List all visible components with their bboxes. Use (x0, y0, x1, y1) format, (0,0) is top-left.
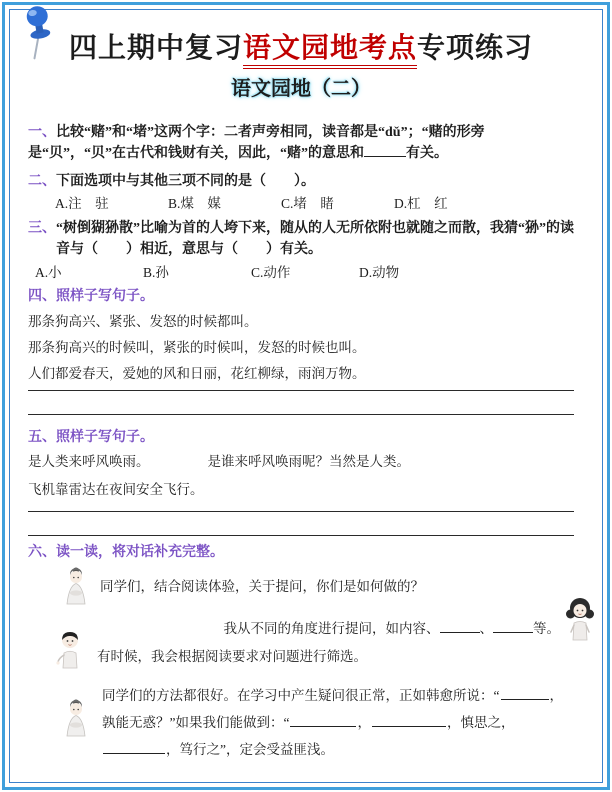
question-4-sentence-1: 那条狗高兴、紧张、发怒的时候都叫。 (28, 314, 258, 329)
question-3-number: 三、 (28, 221, 56, 236)
question-6-title: 读一读，将对话补充完整。 (56, 545, 224, 560)
dialog-teacher-2-text (102, 682, 572, 763)
dialog-teacher-1-text: 同学们，结合阅读体验，关于提问，你们是如何做的？ (100, 579, 424, 594)
question-5-number: 五、 (28, 430, 56, 445)
blank-line (364, 144, 406, 157)
option-d: D.动物 (359, 265, 400, 280)
question-3-options (35, 263, 574, 282)
question-2 (28, 171, 574, 192)
teacher-icon-wrap (62, 698, 90, 744)
teacher-icon (62, 566, 90, 606)
title-part1: 四上期中复习 (68, 33, 243, 64)
answer-line (28, 414, 574, 415)
question-4-title: 照样子写句子。 (56, 289, 154, 304)
question-1-text: 比较“赌”和“堵”这两个字：二者声旁相同，读音都是“dǔ”；“赌的形旁是“贝”，“贝”在古代和钱财有关，因此，“赌”的意思和 (28, 125, 485, 161)
question-2-text: 下面选项中与其他三项不同的是（ ）。 (56, 174, 315, 189)
answer-line (28, 390, 574, 391)
reply-text-1: 同学们的方法都很好。在学习中产生疑问很正常，正如韩愈所说：“ (102, 688, 500, 703)
boy-icon (55, 628, 87, 670)
question-4-sentence-2: 那条狗高兴的时候叫，紧张的时候叫，发怒的时候也叫。 (28, 340, 366, 355)
question-3 (28, 218, 574, 260)
dialog-boy-text: 有时候，我会根据阅读要求对问题进行筛选。 (97, 649, 367, 664)
option-b: B.孙 (143, 265, 169, 280)
question-4-number: 四、 (28, 289, 56, 304)
question-3-text: “树倒猢狲散”比喻为首的人垮下来，随从的人无所依附也就随之而散，我猜“狲”的读音与（ ）相近，意思与（ ）有关。 (56, 221, 574, 257)
blank-line (440, 620, 480, 633)
option-c: C.动作 (251, 265, 291, 280)
page-subtitle: 语文园地（二） (231, 78, 371, 100)
question-1-number: 一、 (28, 125, 56, 140)
question-4-sentence-3: 人们都爱春天，爱她的风和日丽，花红柳绿，雨润万物。 (28, 366, 366, 381)
question-5-title: 照样子写句子。 (56, 430, 154, 445)
answer-line (28, 535, 574, 536)
answer-line (28, 511, 574, 512)
dialog-girl-text-c: 等。 (533, 621, 560, 636)
dialog-girl-text-a: 我从不同的角度进行提问，如内容、 (223, 621, 440, 636)
question-2-options (55, 194, 574, 213)
question-1 (28, 122, 574, 164)
question-5-example-row (28, 451, 574, 472)
reply-text-4: ， (357, 715, 371, 730)
option-b: B.煤 媒 (168, 196, 221, 211)
blank-line (290, 714, 356, 727)
blank-line (493, 620, 533, 633)
dialog-girl-text-b: 、 (479, 621, 493, 636)
reply-text-6: ，笃行之”，定会受益匪浅。 (166, 742, 334, 757)
question-2-number: 二、 (28, 174, 56, 189)
question-5-example-right: 是谁来呼风唤雨呢？当然是人类。 (207, 454, 410, 469)
question-5-sentence: 飞机靠雷达在夜间安全飞行。 (28, 482, 204, 497)
blank-line (501, 687, 549, 700)
reply-text-2: ， (549, 688, 563, 703)
teacher-icon (62, 698, 90, 738)
title-part2: 专项练习 (417, 33, 534, 64)
question-6-header (28, 543, 574, 563)
blank-line (103, 741, 165, 754)
question-6-number: 六、 (28, 545, 56, 560)
reply-text-3: 孰能无惑？”如果我们能做到：“ (102, 715, 290, 730)
question-5-header (28, 428, 574, 448)
question-1-text-tail: 有关。 (406, 146, 448, 161)
question-5-example-left: 是人类来呼风唤雨。 (28, 454, 150, 469)
option-c: C.堵 睹 (281, 196, 334, 211)
title-highlight: 语文园地考点 (243, 33, 417, 69)
reply-text-5: ，慎思之， (446, 715, 515, 730)
girl-icon (564, 596, 596, 642)
option-a: A.小 (35, 265, 62, 280)
dialog-teacher-2 (62, 682, 574, 763)
option-d: D.杠 红 (394, 196, 448, 211)
blank-line (372, 714, 446, 727)
question-4-header (28, 287, 574, 307)
page-title (28, 30, 574, 68)
option-a: A.注 驻 (55, 196, 109, 211)
